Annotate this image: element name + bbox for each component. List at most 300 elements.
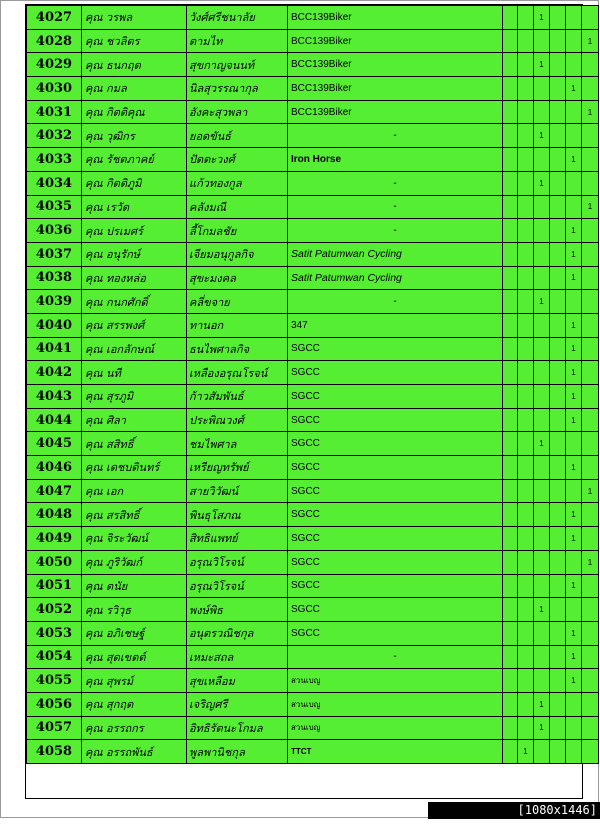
- bib-number: 4043: [27, 385, 82, 409]
- category-cell-4: [550, 195, 566, 219]
- category-cell-4: [550, 621, 566, 645]
- category-cell-5: 1: [566, 503, 582, 527]
- first-name: คุณ รัชตภาคย์: [82, 148, 187, 172]
- category-cell-4: [550, 171, 566, 195]
- table-row: [27, 621, 599, 645]
- table-row: [27, 550, 599, 574]
- bib-number: 4042: [27, 361, 82, 385]
- category-cell-6: [582, 290, 599, 314]
- bib-number: 4052: [27, 598, 82, 622]
- category-cell-1: [503, 219, 518, 243]
- first-name: คุณ อภิเชษฐ์: [82, 621, 187, 645]
- category-cell-3: [534, 148, 550, 172]
- team-name: สวนเบญ: [288, 669, 503, 693]
- last-name: คลังมณี: [187, 195, 288, 219]
- category-cell-6: [582, 503, 599, 527]
- category-cell-4: [550, 456, 566, 480]
- category-cell-3: 1: [534, 171, 550, 195]
- category-cell-4: [550, 692, 566, 716]
- first-name: คุณ กนกศักดิ์: [82, 290, 187, 314]
- category-cell-2: [518, 692, 534, 716]
- category-cell-4: [550, 550, 566, 574]
- category-cell-5: 1: [566, 574, 582, 598]
- category-cell-3: [534, 266, 550, 290]
- category-cell-1: [503, 432, 518, 456]
- first-name: คุณ วรพล: [82, 6, 187, 30]
- team-name: สวนเบญ: [288, 692, 503, 716]
- table-row: [27, 361, 599, 385]
- category-cell-5: [566, 195, 582, 219]
- last-name: อรุณวิโรจน์: [187, 574, 288, 598]
- first-name: คุณ สสิทธิ์: [82, 432, 187, 456]
- last-name: วังศ์ศรีชนาลัย: [187, 6, 288, 30]
- bib-number: 4027: [27, 6, 82, 30]
- category-cell-5: 1: [566, 456, 582, 480]
- category-cell-3: [534, 550, 550, 574]
- last-name: เจริญศรี: [187, 692, 288, 716]
- bib-number: 4049: [27, 527, 82, 551]
- category-cell-3: 1: [534, 598, 550, 622]
- category-cell-1: [503, 361, 518, 385]
- category-cell-5: 1: [566, 385, 582, 409]
- team-name: Satit Patumwan Cycling: [288, 266, 503, 290]
- bib-number: 4039: [27, 290, 82, 314]
- table-row: [27, 242, 599, 266]
- category-cell-6: 1: [582, 550, 599, 574]
- category-cell-4: [550, 313, 566, 337]
- last-name: ทานอก: [187, 313, 288, 337]
- category-cell-1: [503, 171, 518, 195]
- team-name: BCC139Biker: [288, 29, 503, 53]
- category-cell-2: [518, 527, 534, 551]
- category-cell-6: [582, 53, 599, 77]
- category-cell-1: [503, 574, 518, 598]
- category-cell-5: [566, 171, 582, 195]
- category-cell-5: 1: [566, 527, 582, 551]
- category-cell-6: [582, 432, 599, 456]
- table-row: [27, 740, 599, 764]
- first-name: คุณ สุดเขตต์: [82, 645, 187, 669]
- category-cell-6: [582, 242, 599, 266]
- category-cell-2: [518, 621, 534, 645]
- last-name: พินธุโสภณ: [187, 503, 288, 527]
- category-cell-1: [503, 740, 518, 764]
- bib-number: 4045: [27, 432, 82, 456]
- last-name: เหรียญทรัพย์: [187, 456, 288, 480]
- category-cell-6: [582, 77, 599, 101]
- category-cell-4: [550, 242, 566, 266]
- first-name: คุณ นที: [82, 361, 187, 385]
- category-cell-2: [518, 29, 534, 53]
- category-cell-5: [566, 6, 582, 30]
- last-name: อรุณวิโรจน์: [187, 550, 288, 574]
- first-name: คุณ อนุรักษ์: [82, 242, 187, 266]
- team-name: SGCC: [288, 550, 503, 574]
- category-cell-5: 1: [566, 361, 582, 385]
- category-cell-4: [550, 53, 566, 77]
- category-cell-3: 1: [534, 53, 550, 77]
- category-cell-2: [518, 479, 534, 503]
- team-name: SGCC: [288, 503, 503, 527]
- team-name: -: [288, 195, 503, 219]
- table-row: [27, 53, 599, 77]
- category-cell-3: [534, 242, 550, 266]
- category-cell-6: [582, 266, 599, 290]
- team-name: BCC139Biker: [288, 6, 503, 30]
- category-cell-4: [550, 337, 566, 361]
- table-row: [27, 645, 599, 669]
- table-row: [27, 290, 599, 314]
- first-name: คุณ กมล: [82, 77, 187, 101]
- category-cell-1: [503, 669, 518, 693]
- category-cell-6: [582, 740, 599, 764]
- category-cell-2: [518, 432, 534, 456]
- category-cell-2: [518, 716, 534, 740]
- table-row: [27, 29, 599, 53]
- category-cell-5: [566, 692, 582, 716]
- table-row: [27, 456, 599, 480]
- table-row: [27, 337, 599, 361]
- category-cell-2: [518, 361, 534, 385]
- team-name: -: [288, 124, 503, 148]
- category-cell-5: 1: [566, 337, 582, 361]
- category-cell-5: 1: [566, 621, 582, 645]
- last-name: ลี้โกมลชัย: [187, 219, 288, 243]
- last-name: ยอดขันธ์: [187, 124, 288, 148]
- category-cell-3: [534, 408, 550, 432]
- category-cell-3: [534, 456, 550, 480]
- table-row: [27, 148, 599, 172]
- team-name: -: [288, 290, 503, 314]
- table-row: [27, 124, 599, 148]
- team-name: SGCC: [288, 385, 503, 409]
- category-cell-3: [534, 503, 550, 527]
- category-cell-1: [503, 77, 518, 101]
- bib-number: 4037: [27, 242, 82, 266]
- first-name: คุณ ธนกฤต: [82, 53, 187, 77]
- category-cell-5: [566, 716, 582, 740]
- table-row: [27, 6, 599, 30]
- last-name: ชมไพศาล: [187, 432, 288, 456]
- category-cell-2: [518, 77, 534, 101]
- category-cell-1: [503, 29, 518, 53]
- category-cell-3: [534, 29, 550, 53]
- category-cell-4: [550, 740, 566, 764]
- category-cell-2: [518, 669, 534, 693]
- bib-number: 4056: [27, 692, 82, 716]
- category-cell-6: [582, 621, 599, 645]
- category-cell-3: [534, 645, 550, 669]
- category-cell-2: 1: [518, 740, 534, 764]
- team-name: สวนเบญ: [288, 716, 503, 740]
- bib-number: 4033: [27, 148, 82, 172]
- category-cell-4: [550, 432, 566, 456]
- category-cell-2: [518, 171, 534, 195]
- last-name: ธนไพศาลกิจ: [187, 337, 288, 361]
- category-cell-5: 1: [566, 77, 582, 101]
- table-row: [27, 716, 599, 740]
- category-cell-6: 1: [582, 100, 599, 124]
- last-name: อิทธิรัตนะโกมล: [187, 716, 288, 740]
- category-cell-1: [503, 290, 518, 314]
- category-cell-4: [550, 669, 566, 693]
- category-cell-4: [550, 385, 566, 409]
- category-cell-6: [582, 598, 599, 622]
- participants-table: [26, 5, 599, 764]
- bib-number: 4031: [27, 100, 82, 124]
- team-name: Satit Patumwan Cycling: [288, 242, 503, 266]
- table-row: [27, 77, 599, 101]
- category-cell-1: [503, 242, 518, 266]
- table-row: [27, 527, 599, 551]
- category-cell-1: [503, 100, 518, 124]
- bib-number: 4047: [27, 479, 82, 503]
- category-cell-6: [582, 337, 599, 361]
- table-row: [27, 385, 599, 409]
- category-cell-6: 1: [582, 195, 599, 219]
- first-name: คุณ เรวัต: [82, 195, 187, 219]
- category-cell-6: [582, 385, 599, 409]
- last-name: ปัตตะวงศ์: [187, 148, 288, 172]
- team-name: SGCC: [288, 621, 503, 645]
- category-cell-1: [503, 408, 518, 432]
- table-row: [27, 219, 599, 243]
- first-name: คุณ กิตติภูมิ: [82, 171, 187, 195]
- first-name: คุณ สุกฤต: [82, 692, 187, 716]
- last-name: คลี่ขจาย: [187, 290, 288, 314]
- last-name: อังคะสุวพลา: [187, 100, 288, 124]
- category-cell-4: [550, 503, 566, 527]
- category-cell-6: [582, 313, 599, 337]
- category-cell-3: [534, 669, 550, 693]
- category-cell-6: [582, 527, 599, 551]
- category-cell-6: [582, 171, 599, 195]
- first-name: คุณ รวิวุธ: [82, 598, 187, 622]
- category-cell-2: [518, 550, 534, 574]
- category-cell-3: [534, 77, 550, 101]
- category-cell-1: [503, 266, 518, 290]
- table-row: [27, 432, 599, 456]
- team-name: BCC139Biker: [288, 100, 503, 124]
- last-name: เจียมอนุกูลกิจ: [187, 242, 288, 266]
- category-cell-6: [582, 408, 599, 432]
- bib-number: 4032: [27, 124, 82, 148]
- bib-number: 4040: [27, 313, 82, 337]
- bib-number: 4046: [27, 456, 82, 480]
- bib-number: 4029: [27, 53, 82, 77]
- first-name: คุณ ทองหล่อ: [82, 266, 187, 290]
- category-cell-2: [518, 148, 534, 172]
- category-cell-2: [518, 242, 534, 266]
- first-name: คุณ ชวลิตร: [82, 29, 187, 53]
- bib-number: 4030: [27, 77, 82, 101]
- category-cell-3: 1: [534, 124, 550, 148]
- team-name: SGCC: [288, 361, 503, 385]
- category-cell-6: [582, 645, 599, 669]
- category-cell-5: [566, 124, 582, 148]
- category-cell-6: [582, 574, 599, 598]
- last-name: สุขเหลือม: [187, 669, 288, 693]
- team-name: SGCC: [288, 456, 503, 480]
- category-cell-5: [566, 740, 582, 764]
- category-cell-4: [550, 77, 566, 101]
- category-cell-2: [518, 503, 534, 527]
- bib-number: 4038: [27, 266, 82, 290]
- bib-number: 4028: [27, 29, 82, 53]
- category-cell-4: [550, 361, 566, 385]
- category-cell-5: [566, 100, 582, 124]
- table-row: [27, 171, 599, 195]
- category-cell-2: [518, 645, 534, 669]
- first-name: คุณ สรรพงศ์: [82, 313, 187, 337]
- last-name: ตามไท: [187, 29, 288, 53]
- category-cell-1: [503, 503, 518, 527]
- category-cell-4: [550, 219, 566, 243]
- category-cell-1: [503, 124, 518, 148]
- first-name: คุณ ตนัย: [82, 574, 187, 598]
- category-cell-2: [518, 53, 534, 77]
- last-name: สายวิวัฒน์: [187, 479, 288, 503]
- table-row: [27, 692, 599, 716]
- last-name: สิทธิแพทย์: [187, 527, 288, 551]
- category-cell-3: [534, 100, 550, 124]
- category-cell-5: 1: [566, 313, 582, 337]
- category-cell-1: [503, 313, 518, 337]
- last-name: เหลืองอรุณโรจน์: [187, 361, 288, 385]
- category-cell-4: [550, 408, 566, 432]
- first-name: คุณ อรรถกร: [82, 716, 187, 740]
- category-cell-5: [566, 598, 582, 622]
- category-cell-4: [550, 527, 566, 551]
- category-cell-3: [534, 361, 550, 385]
- category-cell-4: [550, 574, 566, 598]
- table-row: [27, 598, 599, 622]
- bib-number: 4051: [27, 574, 82, 598]
- category-cell-4: [550, 148, 566, 172]
- category-cell-1: [503, 598, 518, 622]
- category-cell-3: 1: [534, 432, 550, 456]
- last-name: ก้าวสัมพันธ์: [187, 385, 288, 409]
- team-name: TTCT: [288, 740, 503, 764]
- team-name: -: [288, 171, 503, 195]
- first-name: คุณ เดชบดินทร์: [82, 456, 187, 480]
- image-caption: [1080x1446] https://upic.me/: [428, 802, 600, 819]
- category-cell-1: [503, 527, 518, 551]
- category-cell-4: [550, 124, 566, 148]
- bib-number: 4053: [27, 621, 82, 645]
- team-name: SGCC: [288, 337, 503, 361]
- category-cell-2: [518, 337, 534, 361]
- last-name: สุขะมงคล: [187, 266, 288, 290]
- last-name: แก้วทองกูล: [187, 171, 288, 195]
- bib-number: 4048: [27, 503, 82, 527]
- category-cell-5: [566, 29, 582, 53]
- table-row: [27, 100, 599, 124]
- category-cell-5: [566, 53, 582, 77]
- category-cell-1: [503, 621, 518, 645]
- team-name: SGCC: [288, 479, 503, 503]
- category-cell-2: [518, 408, 534, 432]
- team-name: SGCC: [288, 598, 503, 622]
- category-cell-4: [550, 29, 566, 53]
- category-cell-6: [582, 692, 599, 716]
- category-cell-1: [503, 692, 518, 716]
- category-cell-3: [534, 574, 550, 598]
- category-cell-4: [550, 6, 566, 30]
- category-cell-2: [518, 100, 534, 124]
- category-cell-1: [503, 195, 518, 219]
- category-cell-3: 1: [534, 290, 550, 314]
- category-cell-6: [582, 148, 599, 172]
- bib-number: 4057: [27, 716, 82, 740]
- category-cell-2: [518, 385, 534, 409]
- table-row: [27, 669, 599, 693]
- category-cell-3: 1: [534, 716, 550, 740]
- bib-number: 4041: [27, 337, 82, 361]
- category-cell-4: [550, 266, 566, 290]
- last-name: พงษ์พิธ: [187, 598, 288, 622]
- first-name: คุณ วุฒิกร: [82, 124, 187, 148]
- category-cell-4: [550, 100, 566, 124]
- category-cell-2: [518, 195, 534, 219]
- category-cell-4: [550, 645, 566, 669]
- category-cell-3: [534, 527, 550, 551]
- category-cell-2: [518, 313, 534, 337]
- last-name: เหมะสถล: [187, 645, 288, 669]
- category-cell-3: 1: [534, 6, 550, 30]
- category-cell-4: [550, 598, 566, 622]
- table-row: [27, 574, 599, 598]
- bib-number: 4050: [27, 550, 82, 574]
- category-cell-1: [503, 456, 518, 480]
- category-cell-3: [534, 621, 550, 645]
- category-cell-5: 1: [566, 219, 582, 243]
- category-cell-5: [566, 290, 582, 314]
- category-cell-3: [534, 219, 550, 243]
- bib-number: 4044: [27, 408, 82, 432]
- category-cell-6: [582, 361, 599, 385]
- first-name: คุณ สุพรม์: [82, 669, 187, 693]
- team-name: SGCC: [288, 527, 503, 551]
- category-cell-1: [503, 716, 518, 740]
- category-cell-2: [518, 124, 534, 148]
- category-cell-4: [550, 716, 566, 740]
- bib-number: 4034: [27, 171, 82, 195]
- first-name: คุณ เอก: [82, 479, 187, 503]
- last-name: นิลสุวรรณากุล: [187, 77, 288, 101]
- category-cell-2: [518, 219, 534, 243]
- team-name: BCC139Biker: [288, 53, 503, 77]
- last-name: สุขกาญจนนท์: [187, 53, 288, 77]
- last-name: อนุตรวณิชกุล: [187, 621, 288, 645]
- category-cell-3: 1: [534, 692, 550, 716]
- category-cell-6: 1: [582, 29, 599, 53]
- category-cell-1: [503, 645, 518, 669]
- table-row: [27, 195, 599, 219]
- bib-number: 4054: [27, 645, 82, 669]
- category-cell-5: 1: [566, 148, 582, 172]
- first-name: คุณ ศิลา: [82, 408, 187, 432]
- category-cell-3: [534, 740, 550, 764]
- category-cell-6: [582, 6, 599, 30]
- first-name: คุณ สรสิทธิ์: [82, 503, 187, 527]
- team-name: SGCC: [288, 432, 503, 456]
- table-row: [27, 479, 599, 503]
- category-cell-1: [503, 53, 518, 77]
- category-cell-4: [550, 290, 566, 314]
- category-cell-6: [582, 124, 599, 148]
- team-name: -: [288, 645, 503, 669]
